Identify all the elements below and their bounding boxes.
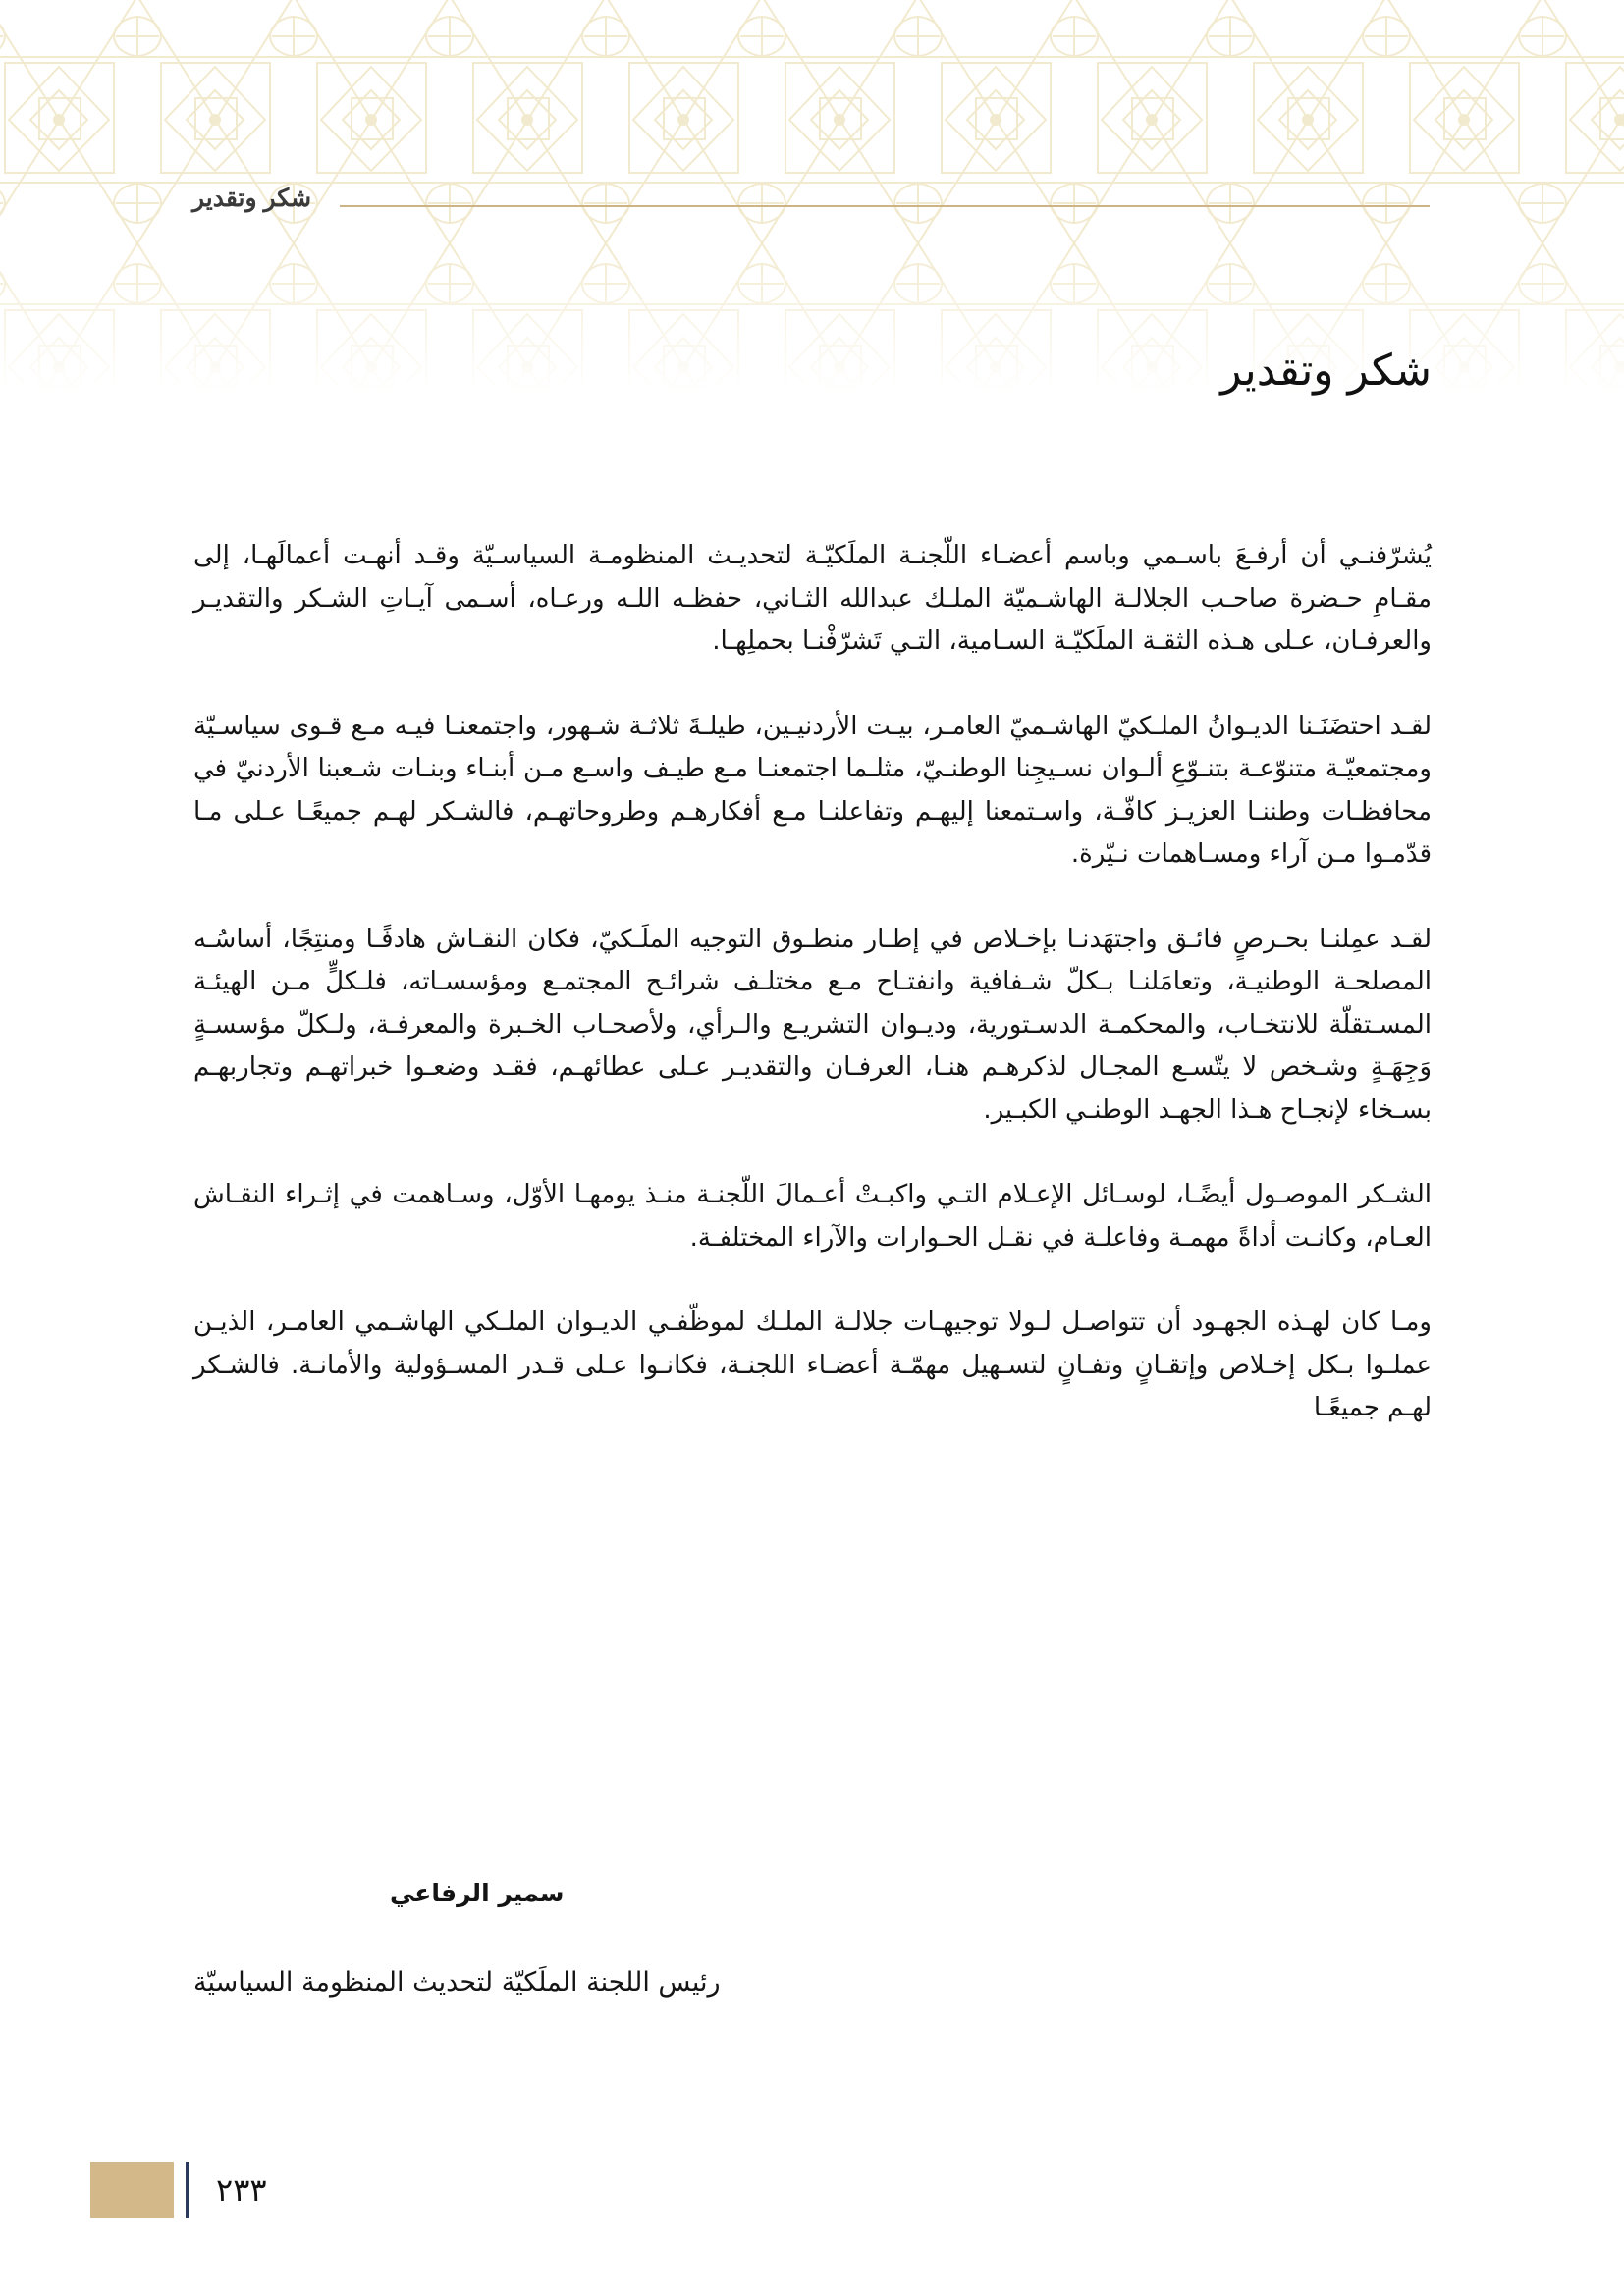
paragraph: الشـكر الموصـول أيضًـا، لوسـائل الإعـلام التـي واكبـتْ أعـمالَ اللّجنـة منـذ يومهـا الأوّل، وسـاهمت في إثـراء النقـاش العـام، وكانـت أداةً مهمـة وفاعلـة في نقـل الحـوارات والآراء المختلفـة. <box>193 1180 1432 1253</box>
paragraph: يُشرّفنـي أن أرفـعَ باسـمي وباسم أعضـاء اللّجنـة الملَكيّـة لتحديـث المنظومـة السياسـيّة وقـد أنهـت أعمالَهـا، إلى مقـامِ حـضرة صاحـب الجلالـة الهاشـميّة الملـك عبدالله الثـاني، حفظـه اللـه ورعـاه، أسـمى آيـاتِ الشـكر والتقديـر والعرفـان، عـلى هـذه الثقـة الملَكيّـة السـامية، التـي تَشرّفْنـا بحملِهـا. <box>193 541 1432 656</box>
page-number: ٢٣٣ <box>216 2171 267 2209</box>
paragraph: لقـد احتضَنَـنا الديـوانُ الملـكيّ الهاشـميّ العامـر، بيـت الأردنيـين، طيلـةَ ثلاثـة شـهور، واجتمعنـا فيـه مـع قـوى سياسـيّة ومجتمعيّـة متنوّعـة بتنـوّعِ ألـوان نسـيجِنا الوطنـيّ، مثلـما اجتمعنـا مـع طيـف واسـع مـن أبنـاء وبنـات شـعبنا الأردنيّ في محافظـات وطننـا العزيـز كافّـة، واسـتمعنا إليهـم وتفاعلنـا مـع أفكارهـم وطروحاتهـم، فالشـكر لهـم جميعًـا عـلى مـا قدّمـوا مـن آراء ومسـاهمات نـيّرة. <box>193 711 1432 869</box>
header-divider-line <box>340 205 1430 207</box>
footer-divider-bar <box>186 2162 189 2218</box>
running-header-label: شكر وتقدير <box>192 185 312 212</box>
paragraph: ومـا كان لهـذه الجهـود أن تتواصـل لـولا توجيهـات جلالـة الملـك لموظّفـي الديـوان الملـكي الهاشـمي العامـر، الذيـن عملـوا بـكل إخـلاص وإتقـانٍ وتفـانٍ لتسـهيل مهمّـة أعضـاء اللجنـة، فكانـوا عـلى قـدر المسـؤولية والأمانـة. فالشـكر لهـم جميعًـا <box>193 1308 1432 1422</box>
page-title: شكر وتقدير <box>1220 346 1432 396</box>
footer-color-block <box>90 2162 174 2218</box>
signatory-name: سمير الرفاعي <box>390 1879 565 1907</box>
acknowledgement-body <box>193 535 1432 1472</box>
page-footer <box>90 2162 306 2218</box>
paragraph: لقـد عمِلنـا بحـرصٍ فائـق واجتهَدنـا بإخـلاص في إطـار منطـوق التوجيه الملَـكيّ، فكان النقـاش هادفًـا ومنتِجًا، أساسُـه المصلحـة الوطنيـة، وتعامَلنـا بـكلّ شـفافية وانفتـاح مـع مختلـف شرائـح المجتمـع ومؤسسـاته، فلـكلٍّ مـن الهيئـة المسـتقلّة للانتخـاب، والمحكمـة الدسـتورية، وديـوان التشريـع والـرأي، ولأصحـاب الخـبرة والمعرفـة، ولـكلّ مؤسسـةٍ وَجِهَـةٍ وشـخص لا يتّسـع المجـال لذكرهـم هنـا، العرفـان والتقديـر عـلى عطائهـم، فقـد وضعـوا خبراتهـم وتجاربهـم بسـخاء لإنجـاح هـذا الجهـد الوطنـي الكبـير. <box>193 924 1432 1125</box>
signatory-title: رئيس اللجنة الملَكيّة لتحديث المنظومة السياسيّة <box>193 1967 721 1998</box>
running-header <box>192 179 1432 222</box>
